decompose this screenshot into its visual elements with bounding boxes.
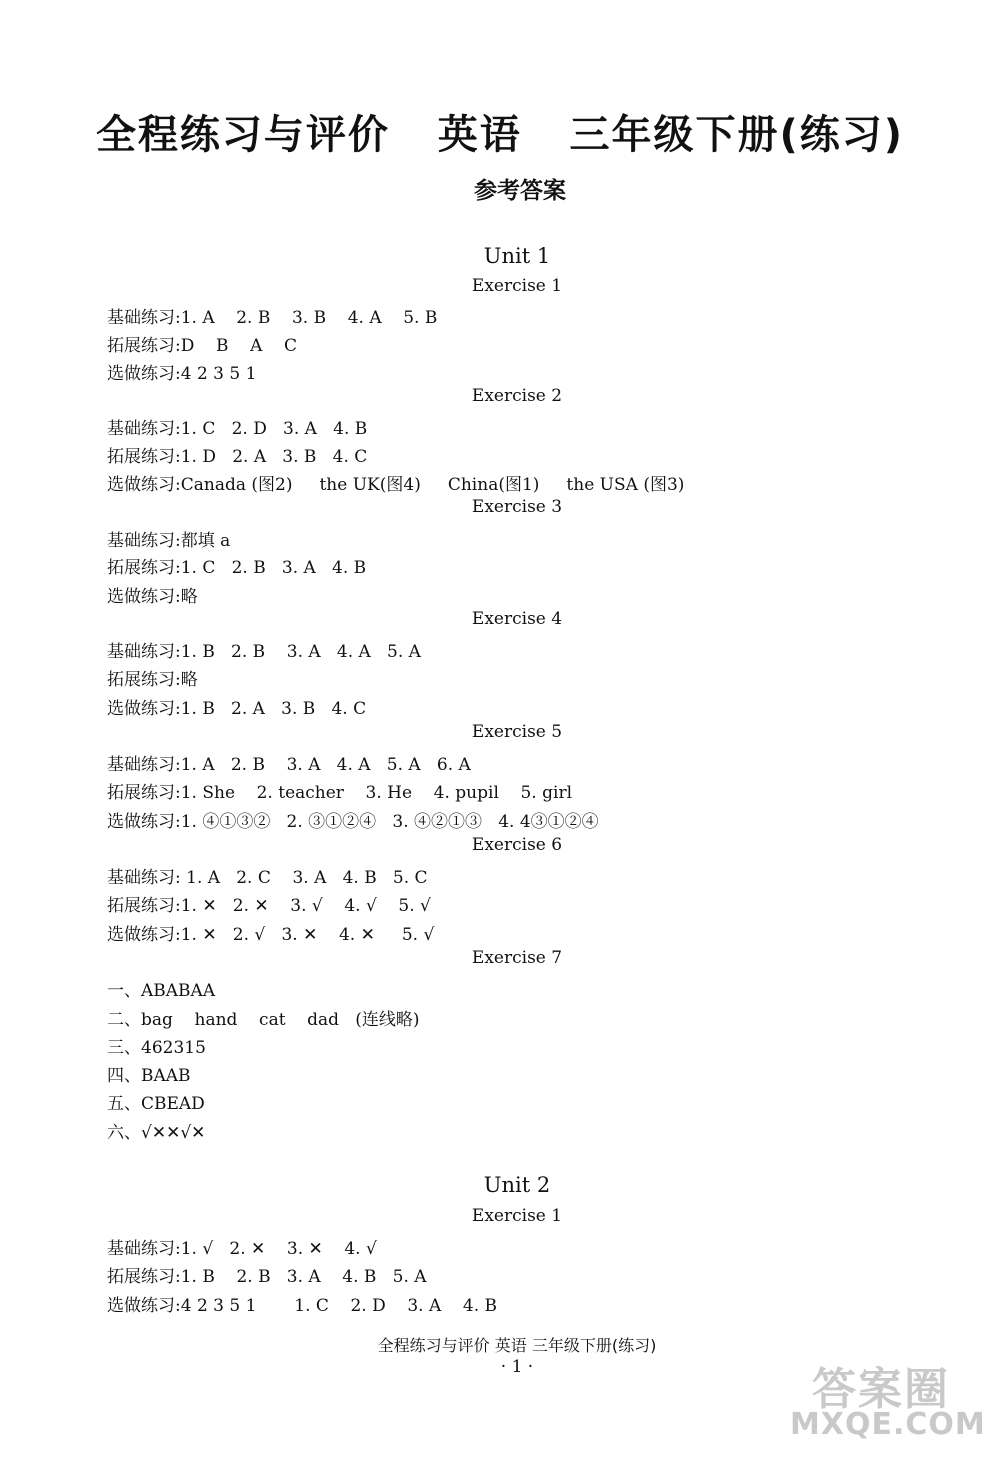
answer-line: 拓展练习:1. B 2. B 3. A 4. B 5. A bbox=[107, 1267, 427, 1287]
unit-1-heading: Unit 1 bbox=[483, 244, 551, 268]
answer-line: 选做练习:略 bbox=[107, 587, 198, 607]
answer-line: 基础练习:1. A 2. B 3. B 4. A 5. B bbox=[107, 308, 438, 328]
answer-line: 拓展练习:1. She 2. teacher 3. He 4. pupil 5. girl bbox=[107, 783, 573, 803]
page-subtitle: 参考答案 bbox=[474, 178, 566, 204]
answer-line: 选做练习:4 2 3 5 1 1. C 2. D 3. A 4. B bbox=[107, 1296, 497, 1316]
answer-line: 基础练习:1. C 2. D 3. A 4. B bbox=[107, 419, 368, 439]
answer-line: 基础练习: 1. A 2. C 3. A 4. B 5. C bbox=[107, 868, 428, 888]
watermark-logo bbox=[764, 1353, 984, 1453]
page-number: · 1 · bbox=[500, 1357, 534, 1377]
answer-line: 五、CBEAD bbox=[107, 1094, 205, 1114]
exercise-heading: Exercise 7 bbox=[471, 948, 563, 968]
watermark-cn: 答案圈 bbox=[812, 1364, 950, 1415]
exercise-heading: Exercise 1 bbox=[471, 1206, 563, 1226]
exercise-heading: Exercise 6 bbox=[471, 835, 563, 855]
answer-line: 选做练习:4 2 3 5 1 bbox=[107, 364, 257, 384]
answer-line: 基础练习:1. B 2. B 3. A 4. A 5. A bbox=[107, 642, 421, 662]
answer-line: 选做练习:Canada (图2) the UK(图4) China(图1) the USA (图3) bbox=[107, 475, 685, 495]
exercise-heading: Exercise 2 bbox=[471, 386, 563, 406]
answer-line: 基础练习:1. A 2. B 3. A 4. A 5. A 6. A bbox=[107, 755, 471, 775]
answer-line: 一、ABABAA bbox=[107, 981, 216, 1001]
page-title: 全程练习与评价 英语 三年级下册(练习) bbox=[95, 112, 905, 158]
exercise-heading: Exercise 4 bbox=[471, 609, 563, 629]
watermark-en: MXQE.COM bbox=[790, 1407, 986, 1442]
page-footer: 全程练习与评价 英语 三年级下册(练习) bbox=[377, 1336, 657, 1355]
answer-line: 拓展练习:1. D 2. A 3. B 4. C bbox=[107, 447, 368, 467]
answer-line: 拓展练习:1. C 2. B 3. A 4. B bbox=[107, 558, 367, 578]
answer-line: 六、√✕✕√✕ bbox=[107, 1123, 206, 1143]
exercise-heading: Exercise 3 bbox=[471, 497, 563, 517]
exercise-heading: Exercise 1 bbox=[471, 276, 563, 296]
answer-line: 二、bag hand cat dad (连线略) bbox=[107, 1010, 420, 1030]
answer-line: 拓展练习:略 bbox=[107, 670, 198, 690]
exercise-heading: Exercise 5 bbox=[471, 722, 563, 742]
answer-line: 选做练习:1. ④①③② 2. ③①②④ 3. ④②①③ 4. 4③①②④ bbox=[107, 812, 599, 832]
answer-line: 基础练习:都填 a bbox=[107, 531, 231, 551]
answer-line: 基础练习:1. √ 2. ✕ 3. ✕ 4. √ bbox=[107, 1239, 377, 1259]
unit-2-heading: Unit 2 bbox=[483, 1173, 551, 1197]
answer-line: 拓展练习:1. ✕ 2. ✕ 3. √ 4. √ 5. √ bbox=[107, 896, 431, 916]
answer-line: 三、462315 bbox=[107, 1038, 206, 1058]
answer-line: 选做练习:1. ✕ 2. √ 3. ✕ 4. ✕ 5. √ bbox=[107, 925, 435, 945]
answer-line: 拓展练习:D B A C bbox=[107, 336, 297, 356]
answer-line: 四、BAAB bbox=[107, 1066, 191, 1086]
answer-line: 选做练习:1. B 2. A 3. B 4. C bbox=[107, 699, 367, 719]
